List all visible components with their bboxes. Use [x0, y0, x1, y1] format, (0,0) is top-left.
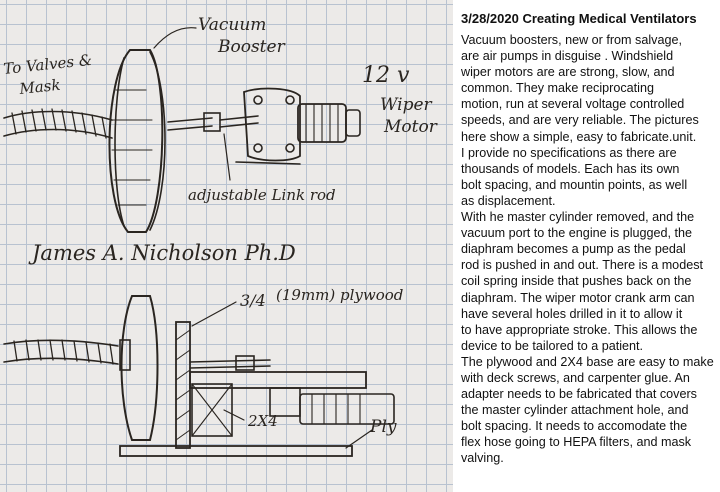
plywood-leader	[192, 302, 236, 326]
label-plywood-rest: (19mm) plywood	[276, 286, 404, 304]
label-booster-2: Booster	[218, 37, 285, 57]
shelf-board	[190, 372, 366, 388]
label-wiper: Wiper	[380, 95, 432, 115]
bracket-hole-4	[286, 144, 294, 152]
bottom-hose-ribs	[14, 340, 113, 364]
booster-rod	[168, 118, 212, 130]
bottom-drawing	[4, 296, 394, 456]
two-by-four-x	[192, 384, 232, 436]
label-motor: Motor	[384, 117, 437, 137]
label-link-rod: adjustable Link rod	[188, 186, 336, 204]
two-by-four-leader	[224, 410, 244, 420]
wiper-motor-ribs	[306, 104, 338, 142]
plywood-upright	[176, 322, 190, 448]
bottom-booster	[122, 296, 158, 440]
article-title: 3/28/2020 Creating Medical Ventilators	[461, 11, 697, 26]
booster-leader	[154, 28, 196, 48]
ply-base	[120, 446, 352, 456]
wiper-motor-cap	[346, 110, 360, 136]
article-panel	[453, 0, 720, 492]
label-valves-2: Mask	[18, 75, 62, 98]
bracket-hole-1	[254, 96, 262, 104]
rod-coupler	[204, 113, 220, 131]
article-body: Vacuum boosters, new or from salvage, are air pumps in disguise . Windshield wiper motors are are strong, slow, and common. They make reciprocating motion, run at several voltage controlled speeds, and are very reliable. The pictures here show a simple, easy to fabricate.unit. I provide no specifications as there are thousands of models. Each has its own bolt spacing, and mountin points, as well as displacement. With he master cylinder removed, and the vacuum port to the engine is plugged, the diaphram becomes a pump as the pedal rod is pushed in and out. There is a modest coil spring inside that pushes back on the diaphram. The wiper motor crank arm can have several holes drilled in it to allow it to have appropriate stroke. This allows the device to be tailored to a patient. The plywood and 2X4 base are easy to make with deck screws, and carpenter glue. An adapter needs to be fabricated that covers the master cylinder attachment hole, and bolt spacing. It needs to accomodate the flex hose going to HEPA filters, and mask valving.	[461, 33, 714, 466]
label-valves-1: To Valves &	[2, 50, 93, 78]
link-rod-leader	[224, 134, 230, 180]
label-booster-1: Vacuum	[198, 15, 267, 35]
label-two-by-four: 2X4	[248, 412, 278, 430]
link-rod	[220, 116, 258, 127]
bottom-coupler	[236, 356, 254, 370]
booster-ribs	[112, 90, 152, 205]
motor-bracket	[244, 89, 300, 161]
signature: James A. Nicholson Ph.D	[32, 241, 296, 265]
ply-leader	[346, 430, 372, 448]
label-voltage: 12 v	[362, 63, 410, 88]
bottom-rod	[190, 360, 270, 368]
label-plywood-fraction: 3/4	[240, 291, 266, 310]
bracket-hole-2	[286, 96, 294, 104]
booster-rim	[115, 52, 165, 230]
bottom-motor-ribs	[312, 394, 360, 424]
bracket-hole-3	[254, 144, 262, 152]
motor-base	[236, 162, 300, 164]
plywood-hatch	[176, 330, 190, 440]
label-ply: Ply	[370, 417, 397, 437]
